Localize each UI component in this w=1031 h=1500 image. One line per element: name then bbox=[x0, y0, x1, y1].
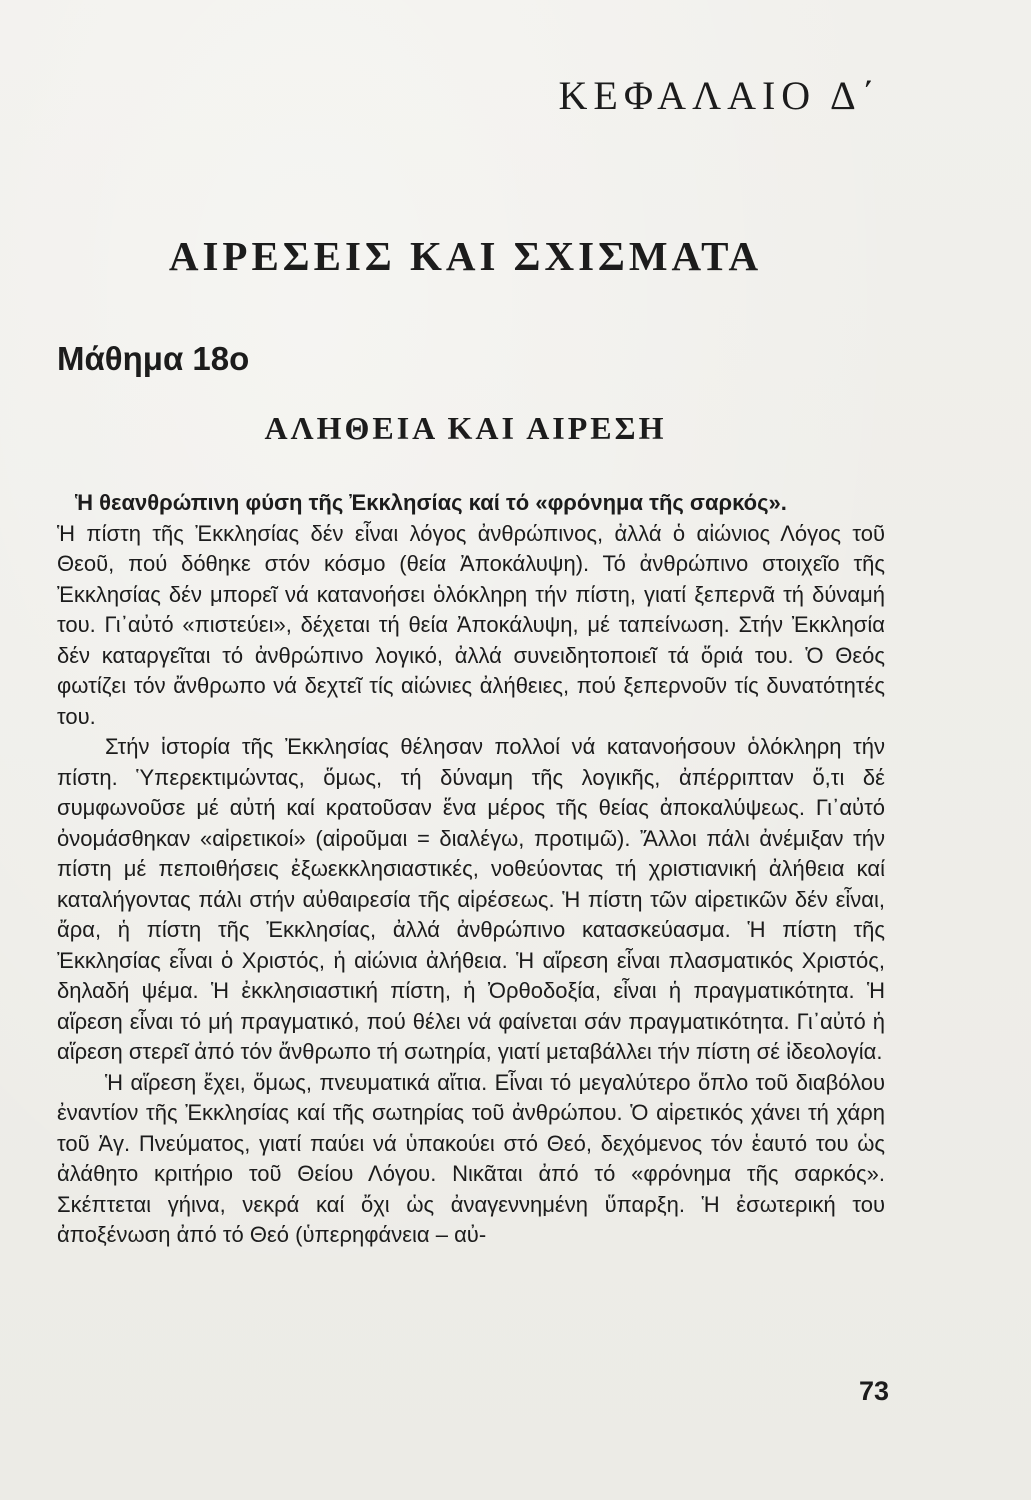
lesson-label: Μάθημα 18ο bbox=[57, 340, 250, 377]
paragraph: Ἡ πίστη τῆς Ἐκκλησίας δέν εἶναι λόγος ἀνθρώπινος, ἀλλά ὁ αἰώνιος Λόγος τοῦ Θεοῦ, πού δόθηκε στόν κόσμο (θεία Ἀποκάλυψη). Τό ἀνθρώπινο στοιχεῖο τῆς Ἐκκλησίας δέν μπορεῖ νά κατανοήσει ὁλόκληρη τήν πίστη, γιατί ξεπερνᾶ τή δύναμή του. Γι᾽αὐτό «πιστεύει», δέχεται τή θεία Ἀποκάλυψη, μέ ταπείνωση. Στήν Ἐκκλησία δέν καταργεῖται τό ἀνθρώπινο λογικό, ἀλλά συνειδητοποιεῖ τά ὅριά του. Ὁ Θεός φωτίζει τόν ἄνθρωπο νά δεχτεῖ τίς αἰώνιες ἀλήθειες, πού ξεπερνοῦν τίς δυνατότητές του. bbox=[57, 520, 885, 729]
section-title: ΑΙΡΕΣΕΙΣ ΚΑΙ ΣΧΙΣΜΑΤΑ bbox=[168, 233, 763, 279]
paragraph: Ἡ αἵρεση ἔχει, ὅμως, πνευματικά αἴτια. Εἶναι τό μεγαλύτερο ὅπλο τοῦ διαβόλου ἐναντίον τῆς Ἐκκλησίας καί τῆς σωτηρίας τοῦ ἀνθρώπου. Ὁ αἱρετικός χάνει τή χάρη τοῦ Ἁγ. Πνεύματος, γιατί παύει νά ὑπακούει στό Θεό, δεχόμενος τόν ἑαυτό του ὡς ἀλάθητο κριτήριο τοῦ Θείου Λόγου. Νικᾶται ἀπό τό «φρόνημα τῆς σαρκός». Σκέπτεται γήινα, νεκρά καί ὄχι ὡς ἀναγεννημένη ὕπαρξη. Ἡ ἐσωτερική του ἀποξένωση ἀπό τό Θεό (ὑπερηφάνεια – αὐ- bbox=[57, 1069, 885, 1247]
lead-heading: Ἡ θεανθρώπινη φύση τῆς Ἐκκλησίας καί τό «φρόνημα τῆς σαρκός». bbox=[75, 490, 787, 515]
page-number: 73 bbox=[858, 1376, 889, 1406]
body-text bbox=[57, 488, 885, 1251]
lesson-title: ΑΛΗΘΕΙΑ ΚΑΙ ΑΙΡΕΣΗ bbox=[264, 410, 667, 446]
paragraph: Στήν ἱστορία τῆς Ἐκκλησίας θέλησαν πολλοί νά κατανοήσουν ὁλόκληρη τήν πίστη. Ὑπερεκτιμώντας, ὅμως, τή δύναμη τῆς λογικῆς, ἀπέρριπταν ὅ,τι δέ συμφωνοῦσε μέ αὐτή καί κρατοῦσαν ἕνα μέρος τῆς θείας ἀποκαλύψεως. Γι᾽αὐτό ὀνομάσθηκαν «αἱρετικοί» (αἱροῦμαι = διαλέγω, προτιμῶ). Ἄλλοι πάλι ἀνέμιξαν τήν πίστη μέ πεποιθήσεις ἐξωεκκλησιαστικές, νοθεύοντας τή χριστιανική ἀλήθεια καί καταλήγοντας πάλι στήν αὐθαιρεσία τῆς αἱρέσεως. Ἡ πίστη τῶν αἱρετικῶν δέν εἶναι, ἄρα, ἡ πίστη τῆς Ἐκκλησίας, ἀλλά ἀνθρώπινο κατασκεύασμα. Ἡ πίστη τῆς Ἐκκλησίας εἶναι ὁ Χριστός, ἡ αἰώνια ἀλήθεια. Ἡ αἵρεση εἶναι πλασματικός Χριστός, δηλαδή ψέμα. Ἡ ἐκκλησιαστική πίστη, ἡ Ὀρθοδοξία, εἶναι ἡ πραγματικότητα. Ἡ αἵρεση εἶναι τό μή πραγματικό, πού θέλει νά φαίνεται σάν πραγματικότητα. Γι᾽αὐτό ἡ αἵρεση στερεῖ ἀπό τόν ἄνθρωπο τή σωτηρία, γιατί μεταβάλλει τήν πίστη σέ ἰδεολογία. bbox=[57, 734, 885, 1064]
chapter-heading: ΚΕΦΑΛΑΙΟ Δ΄ bbox=[558, 73, 881, 118]
